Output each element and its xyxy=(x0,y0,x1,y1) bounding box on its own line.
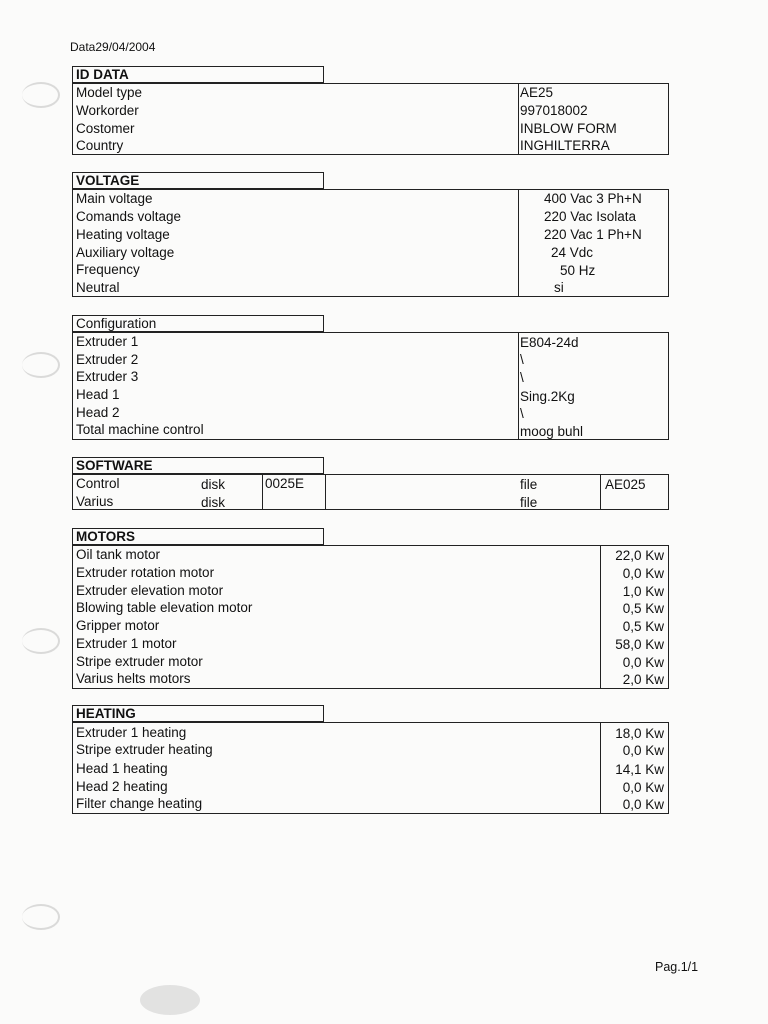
configuration-value: E804-24d xyxy=(520,335,579,350)
scan-smudge xyxy=(22,352,60,378)
scan-smudge xyxy=(22,628,60,654)
motor-label: Gripper motor xyxy=(76,618,160,633)
id-data-value: 997018002 xyxy=(520,103,588,118)
document-date: Data29/04/2004 xyxy=(70,40,156,54)
motor-label: Stripe extruder motor xyxy=(76,654,203,669)
software-file-label: file xyxy=(520,495,538,510)
motor-label: Oil tank motor xyxy=(76,547,161,562)
voltage-value: 220 Vac 1 Ph+N xyxy=(544,227,642,242)
heating-table xyxy=(72,722,669,814)
configuration-label: Total machine control xyxy=(76,422,204,437)
voltage-value: 24 Vdc xyxy=(551,245,594,260)
id-data-label: Country xyxy=(76,138,124,153)
voltage-value: 400 Vac 3 Ph+N xyxy=(544,191,642,206)
voltage-label: Heating voltage xyxy=(76,227,170,242)
voltage-value: si xyxy=(554,280,564,295)
configuration-value: \ xyxy=(520,406,524,421)
motor-value: 0,0 Kw xyxy=(622,566,664,581)
configuration-table xyxy=(72,332,669,440)
software-file-value: AE025 xyxy=(605,477,646,492)
scan-smudge xyxy=(140,985,200,1015)
voltage-label: Frequency xyxy=(76,262,140,277)
heating-label: Head 2 heating xyxy=(76,779,168,794)
voltage-value: 50 Hz xyxy=(560,263,596,278)
heating-value: 0,0 Kw xyxy=(622,797,664,812)
heating-value: 18,0 Kw xyxy=(615,726,664,741)
id-data-label: Workorder xyxy=(76,103,139,118)
motor-value: 0,0 Kw xyxy=(622,655,664,670)
software-disk-value: 0025E xyxy=(265,476,305,491)
configuration-value: moog buhl xyxy=(520,424,584,439)
motor-label: Extruder 1 motor xyxy=(76,636,177,651)
configuration-value: Sing.2Kg xyxy=(520,389,575,404)
motor-value: 0,5 Kw xyxy=(622,619,664,634)
voltage-value: 220 Vac Isolata xyxy=(544,209,637,224)
motor-label: Extruder elevation motor xyxy=(76,583,224,598)
software-label: Varius xyxy=(76,494,114,509)
heating-title: HEATING xyxy=(72,705,324,722)
configuration-label: Head 1 xyxy=(76,387,120,402)
configuration-label: Head 2 xyxy=(76,405,120,420)
motors-title: MOTORS xyxy=(72,528,324,545)
id-data-value: AE25 xyxy=(520,85,554,100)
motor-value: 22,0 Kw xyxy=(615,548,664,563)
heating-label: Stripe extruder heating xyxy=(76,742,213,757)
heating-value: 0,0 Kw xyxy=(622,780,664,795)
software-title: SOFTWARE xyxy=(72,457,324,474)
page-number: Pag.1/1 xyxy=(655,960,699,974)
voltage-label: Comands voltage xyxy=(76,209,182,224)
scan-smudge xyxy=(22,904,60,930)
motor-value: 0,5 Kw xyxy=(622,601,664,616)
motor-value: 2,0 Kw xyxy=(622,672,664,687)
id-data-value: INBLOW FORM xyxy=(520,121,617,136)
configuration-label: Extruder 2 xyxy=(76,352,139,367)
id-data-label: Model type xyxy=(76,85,143,100)
configuration-label: Extruder 3 xyxy=(76,369,139,384)
voltage-label: Main voltage xyxy=(76,191,153,206)
motors-table xyxy=(72,545,669,689)
motor-value: 1,0 Kw xyxy=(622,584,664,599)
voltage-label: Auxiliary voltage xyxy=(76,245,175,260)
heating-value: 0,0 Kw xyxy=(622,743,664,758)
motor-value: 58,0 Kw xyxy=(615,637,664,652)
id-data-title: ID DATA xyxy=(72,66,324,83)
id-data-label: Costomer xyxy=(76,121,135,136)
software-disk-label: disk xyxy=(201,495,226,510)
motor-label: Blowing table elevation motor xyxy=(76,600,253,615)
heating-label: Extruder 1 heating xyxy=(76,725,187,740)
voltage-table xyxy=(72,189,669,297)
heating-label: Filter change heating xyxy=(76,796,203,811)
scan-smudge xyxy=(22,82,60,108)
heating-value: 14,1 Kw xyxy=(615,762,664,777)
id-data-value: INGHILTERRA xyxy=(520,138,610,153)
configuration-value: \ xyxy=(520,370,524,385)
configuration-value: \ xyxy=(520,352,524,367)
configuration-title: Configuration xyxy=(72,315,324,332)
voltage-title: VOLTAGE xyxy=(72,172,324,189)
software-label: Control xyxy=(76,476,120,491)
id-data-table xyxy=(72,83,669,155)
configuration-label: Extruder 1 xyxy=(76,334,139,349)
motor-label: Extruder rotation motor xyxy=(76,565,215,580)
heating-label: Head 1 heating xyxy=(76,761,168,776)
motor-label: Varius helts motors xyxy=(76,671,191,686)
software-disk-label: disk xyxy=(201,477,226,492)
voltage-label: Neutral xyxy=(76,280,120,295)
software-file-label: file xyxy=(520,477,538,492)
software-table xyxy=(72,474,669,510)
